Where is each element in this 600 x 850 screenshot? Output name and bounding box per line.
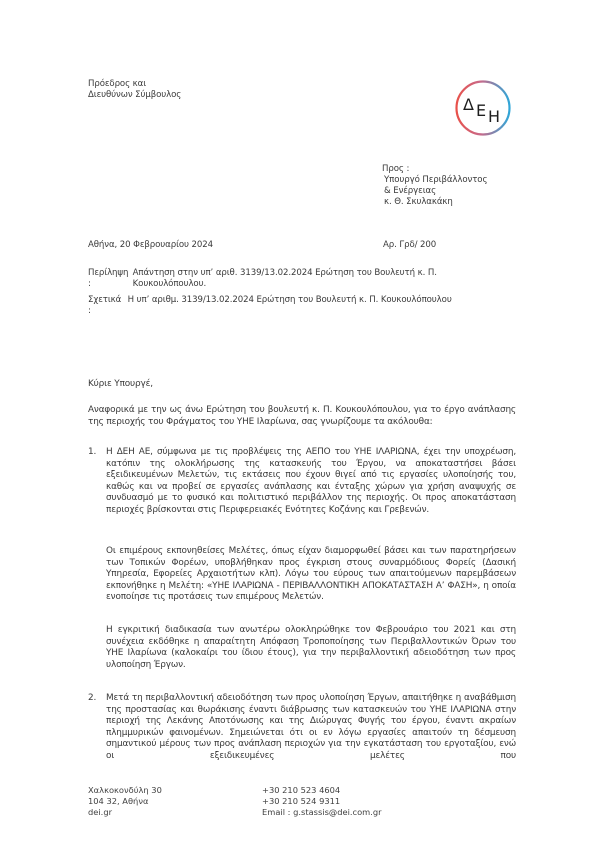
recipient-block [382,164,487,208]
summary-label: Περίληψη : [88,268,129,289]
sender-line: Διευθύνων Σύμβουλος [88,90,182,100]
list-item-paragraph: Η ΔΕΗ ΑΕ, σύμφωνα με τις προβλέψεις της ΑΕΠΟ του ΥΗΕ ΙΛΑΡΙΩΝΑ, έχει την υποχρέωση, κατόπιν της ολοκλήρωσης της κατασκευής του Έργου, να αποκαταστήσει βάσει εξειδικευμένων Μελετών, τις εκτάσεις που έχουν θιγεί από τις εργασίες υλοποίησής του, καθώς και να προβεί σε εργασίες ανάπλασης και ένταξης χώρων για χρήση αναψυχής σε συνδυασμό με το φυσικό και πολιτιστικό περιβάλλον της περιοχής. Οι προς αποκατάσταση περιοχές βρίσκονται στις Περιφερειακές Ενότητες Κοζάνης και Γρεβενών. [106,447,516,515]
sender-title [88,79,181,101]
related-block [88,295,528,317]
summary-text: Απάντηση στην υπ’ αριθ. 3139/13.02.2024 Ερώτηση του Βουλευτή κ. Π. Κουκουλόπουλου. [132,268,437,289]
footer-phone: +30 210 524 9311 [262,796,341,806]
footer-address [88,785,162,818]
recipient-line: κ. Θ. Σκυλακάκη [384,197,453,207]
list-item-paragraph: Οι επιμέρους εκπονηθείσες Μελέτες, όπως είχαν διαμορφωθεί βάσει και των παρατηρήσεων των Τοπικών Φορέων, υποβλήθηκαν προς έγκριση στους συναρμόδιους Φορείς (Δασική Υπηρεσία, Εφορείες Αρχαιοτήτων κλπ). Λόγω του εύρους των απαιτούμενων παρεμβάσεων εκπονήθηκε η Μελέτη: «ΥΗΕ ΙΛΑΡΙΩΝΑ - ΠΕΡΙΒΑΛΛΟΝΤΙΚΗ ΑΠΟΚΑΤΑΣΤΑΣΗ Α’ ΦΑΣΗ», η οποία ενοποίησε τις προτάσεις των επιμέρους Μελετών. [106,546,516,603]
letter-date: Αθήνα, 20 Φεβρουαρίου 2024 [88,240,214,250]
recipient-label: Προς : [382,164,410,174]
footer-email-link[interactable]: Email : g.stassis@dei.com.gr [262,807,382,817]
footer-street: Χαλκοκονδύλη 30 [88,785,162,795]
footer-website-link[interactable]: dei.gr [88,807,112,817]
recipient-line: & Ενέργειας [384,186,437,196]
related-label: Σχετικά : [88,295,122,316]
intro-paragraph: Αναφορικά με την ως άνω Ερώτηση του βουλευτή κ. Π. Κουκουλόπουλου, για το έργο ανάπλασης της περιοχής του Φράγματος του ΥΗΕ Ιλαρίωνα, σας γνωρίζουμε τα ακόλουθα: [88,405,516,427]
list-item-paragraph: Η εγκριτική διαδικασία των ανωτέρω ολοκληρώθηκε τον Φεβρουάριο του 2021 και στη συνέχεια εκδόθηκε η απαραίτητη Απόφαση Τροποποίησης των Περιβαλλοντικών Όρων του ΥΗΕ Ιλαρίωνα (καλοκαίρι του ίδιου έτους), για την περιβαλλοντική αδειοδότηση των προς υλοποίηση Έργων. [106,625,516,670]
protocol-number: Αρ. Γρδ/ 200 [383,240,437,250]
svg-text:Ε: Ε [476,101,487,120]
related-text: Η υπ’ αριθμ. 3139/13.02.2024 Ερώτηση του Βουλευτή κ. Π. Κουκουλόπουλου [127,295,452,305]
list-item-paragraph: Μετά τη περιβαλλοντική αδειοδότηση των προς υλοποίηση Έργων, απαιτήθηκε η αναβάθμιση της προστασίας και θωράκισης έναντι διάβρωσης των κατασκευών του ΥΗΕ ΙΛΑΡΙΩΝΑ στην περιοχή της Λεκάνης Αποτόνωσης και της Διώρυγας Φυγής του έργου, έναντι ακραίων πλημμυρικών φαινομένων. Σημειώνεται ότι οι εν λόγω εργασίες απαιτούν τη δέσμευση σημαντικού μέρους των προς ανάπλαση περιοχών για την εγκατάσταση του εργοταξίου, ενώ οι εξειδικευμένες μελέτες που [106,693,516,761]
sender-line: Πρόεδρος και [88,79,147,89]
dei-logo [454,79,512,137]
footer-city: 104 32, Αθήνα [88,796,149,806]
dei-logo-icon [454,79,512,137]
recipient-line: Υπουργό Περιβάλλοντος [384,175,488,185]
svg-text:Δ: Δ [463,95,474,114]
summary-block [88,268,508,290]
list-item-number: 1. [88,447,97,457]
footer-contact [262,785,382,818]
list-item-number: 2. [88,693,97,703]
salutation: Κύριε Υπουργέ, [88,379,153,389]
footer-phone: +30 210 523 4604 [262,785,341,795]
svg-text:Η: Η [488,107,501,126]
